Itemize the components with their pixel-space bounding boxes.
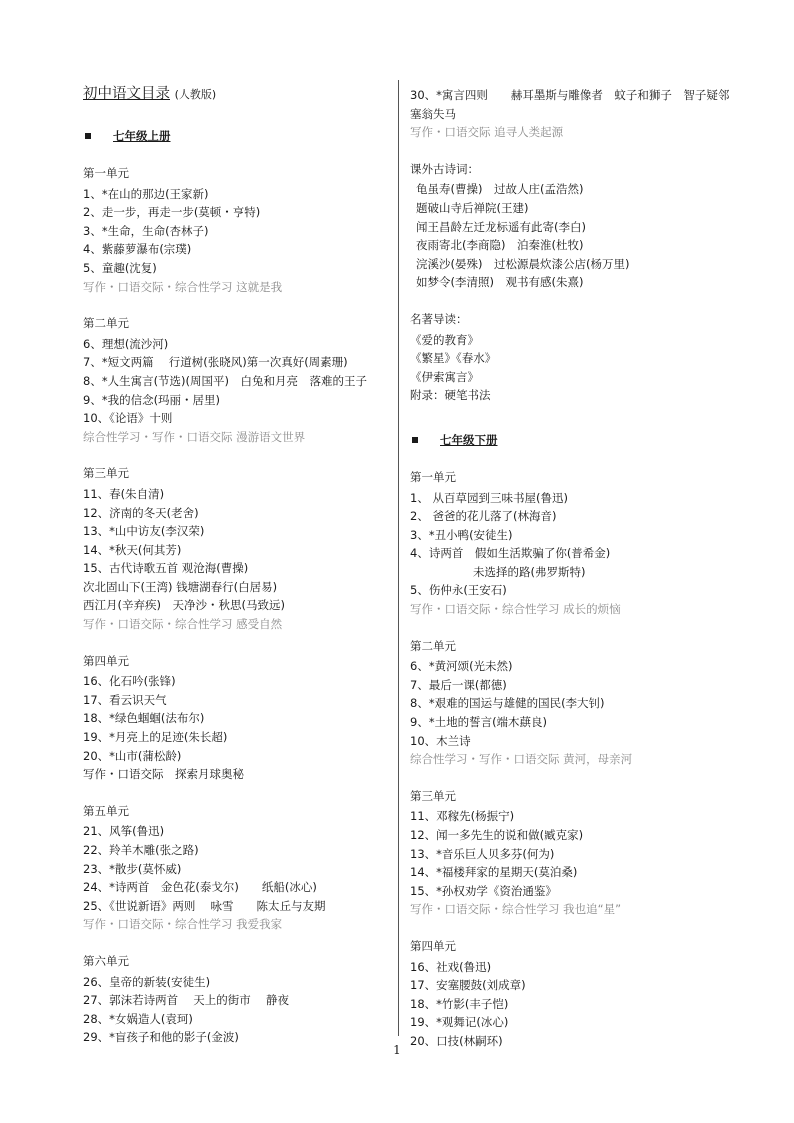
lesson-item: 24、*诗两首 金色花(泰戈尔) 纸船(冰心): [83, 880, 317, 895]
lesson-item: 29、*盲孩子和他的影子(金波): [83, 1030, 239, 1045]
unit-section: 第六单元 26、皇帝的新装(安徒生) 27、郭沫若诗两首 天上的街市 静夜 28、*女娲造人(袁珂) 29、*盲孩子和他的影子(金波): [83, 952, 388, 1047]
lesson-item: 17、安塞腰鼓(刘成章): [410, 978, 526, 993]
lesson-item: 20、*山市(蒲松龄): [83, 748, 182, 763]
unit-section: 第五单元 21、风筝(鲁迅) 22、羚羊木雕(张之路) 23、*散步(莫怀威) 24、*诗两首 金色花(泰戈尔) 纸船(冰心) 25、《世说新语》两则 咏雪 陈太丘与友期 写作・口语交际・综合性学习 我爱我家: [83, 802, 388, 934]
unit-activity: 综合性学习・写作・口语交际 黄河，母亲河: [410, 752, 633, 767]
lesson-item: 5、童趣(沈复): [83, 260, 157, 275]
lesson-item: 18、*竹影(丰子恺): [410, 996, 509, 1011]
lesson-item: 10、《论语》十则: [83, 411, 173, 426]
poem-item: 题破山寺后禅院(王建): [416, 200, 529, 215]
lesson-item: 6、*黄河颂(光未然): [410, 659, 513, 674]
unit-section: 第四单元 16、化石吟(张锋) 17、看云识天气 18、*绿色蝈蝈(法布尔) 19、*月亮上的足迹(朱长超) 20、*山市(蒲松龄) 写作・口语交际 探索月球奥秘: [83, 652, 388, 784]
lesson-item: 23、*散步(莫怀威): [83, 861, 182, 876]
lesson-item: 10、木兰诗: [410, 733, 471, 748]
unit-section: 第三单元 11、邓稼先(杨振宁) 12、闻一多先生的说和做(臧克家) 13、*音乐巨人贝多芬(何为) 14、*福楼拜家的星期天(莫泊桑) 15、*孙权劝学《资治通鉴》 写作・口语交际・综合性学习 我也追“星”: [410, 787, 730, 919]
lesson-item: 4、诗两首 假如生活欺骗了你(普希金): [410, 546, 611, 561]
lesson-item: 1、*在山的那边(王家新): [83, 186, 209, 201]
lesson-item: 16、化石吟(张锋): [83, 674, 176, 689]
grade-heading-7b: 七年级下册: [410, 431, 730, 449]
lesson-item: 26、皇帝的新装(安徒生): [83, 974, 211, 989]
lesson-item: 8、*人生寓言(节选)(周国平) 白兔和月亮 落难的王子: [83, 373, 368, 388]
poem-item: 闻王昌龄左迁龙标遥有此寄(李白): [416, 219, 586, 234]
lesson-item: 2、 爸爸的花儿落了(林海音): [410, 509, 557, 524]
unit-activity: 写作・口语交际・综合性学习 成长的烦恼: [410, 602, 621, 617]
lesson-item: 12、济南的冬天(老舍): [83, 505, 199, 520]
unit-section: 第一单元 1、 从百草园到三味书屋(鲁迅) 2、 爸爸的花儿落了(林海音) 3、*丑小鸭(安徒生) 4、诗两首 假如生活欺骗了你(普希金) 未选择的路(弗罗斯特) 5、伤仲永(王安石) 写作・口语交际・综合性学习 成长的烦恼: [410, 468, 730, 619]
lesson-item: 11、春(朱自清): [83, 486, 165, 501]
lesson-item: 13、*音乐巨人贝多芬(何为): [410, 846, 555, 861]
lesson-item: 30、*寓言四则 赫耳墨斯与雕像者 蚊子和狮子 智子疑邻 塞翁失马: [410, 88, 741, 121]
lesson-item: 19、*月亮上的足迹(朱长超): [83, 730, 228, 745]
lesson-item: 7、最后一课(都德): [410, 677, 507, 692]
unit-activity: 写作・口语交际・综合性学习 我也追“星”: [410, 902, 622, 917]
lesson-item: 7、*短文两篇 行道树(张晓风)第一次真好(周素珊): [83, 355, 348, 370]
lesson-item: 12、闻一多先生的说和做(臧克家): [410, 828, 584, 842]
lesson-item: 3、*生命，生命(杏林子): [83, 223, 209, 238]
lesson-item: 西江月(辛弃疾) 天净沙・秋思(马致远): [83, 598, 285, 613]
lesson-item: 21、风筝(鲁迅): [83, 824, 165, 839]
unit-section: 第二单元 6、*黄河颂(光未然) 7、最后一课(都德) 8、*艰难的国运与雄健的国民(李大钊) 9、*土地的誓言(端木蕻良) 10、木兰诗 综合性学习・写作・口语交际 黄河，母亲河: [410, 637, 730, 769]
unit-activity: 写作・口语交际 追寻人类起源: [410, 125, 564, 140]
poem-item: 如梦令(李清照) 观书有感(朱熹): [416, 275, 584, 290]
page-number: 1: [393, 1043, 401, 1057]
square-bullet-icon: [85, 133, 91, 139]
poem-item: 夜雨寄北(李商隐) 泊秦淮(杜牧): [416, 238, 584, 253]
lesson-item: 25、《世说新语》两则 咏雪 陈太丘与友期: [83, 898, 326, 913]
lesson-item: 16、社戏(鲁迅): [410, 959, 492, 974]
lesson-item: 次北固山下(王湾) 钱塘湖春行(白居易): [83, 579, 278, 594]
unit-activity: 写作・口语交际・综合性学习 我爱我家: [83, 917, 283, 932]
lesson-item: 19、*观舞记(冰心): [410, 1015, 509, 1030]
classic-item: 《爱的教育》: [410, 332, 479, 347]
poems-section: 课外古诗词： 龟虽寿(曹操) 过故人庄(孟浩然) 题破山寺后禅院(王建) 闻王昌龄左迁龙标遥有此寄(李白) 夜雨寄北(李商隐) 泊秦淮(杜牧) 浣溪沙(晏殊) 过松源晨炊漆公店(杨万里) 如梦令(李清照) 观书有感(朱熹): [410, 160, 730, 292]
document-title: [83, 84, 388, 105]
right-column: [410, 86, 741, 1069]
lesson-item: 20、口技(林嗣环): [410, 1033, 503, 1048]
lesson-item: 14、*秋天(何其芳): [83, 542, 182, 557]
unit-section: 第三单元 11、春(朱自清) 12、济南的冬天(老舍) 13、*山中访友(李汉荣) 14、*秋天(何其芳) 15、古代诗歌五首 观沧海(曹操) 次北固山下(王湾) 钱塘湖春行(白居易) 西江月(辛弃疾) 天净沙・秋思(马致远) 写作・口语交际・综合性学习 感受自然: [83, 464, 388, 633]
left-column: [83, 84, 388, 1065]
lesson-item: 13、*山中访友(李汉荣): [83, 524, 205, 539]
lesson-item: 15、*孙权劝学《资治通鉴》: [410, 883, 557, 898]
lesson-item: 15、古代诗歌五首 观沧海(曹操): [83, 561, 249, 576]
lesson-item: 14、*福楼拜家的星期天(莫泊桑): [410, 865, 578, 880]
title-edition: (人教版): [174, 88, 217, 101]
appendix-item: 附录：硬笔书法: [410, 388, 491, 403]
unit-activity: 写作・口语交际・综合性学习 感受自然: [83, 617, 283, 632]
lesson-item: 27、郭沫若诗两首 天上的街市 静夜: [83, 993, 289, 1008]
lesson-item: 9、*我的信念(玛丽・居里): [83, 392, 221, 407]
lesson-item: 17、看云识天气: [83, 692, 167, 707]
lesson-item: 未选择的路(弗罗斯特): [473, 564, 586, 579]
unit-activity: 写作・口语交际 探索月球奥秘: [83, 767, 244, 782]
classic-item: 《繁星》《春水》: [410, 351, 497, 366]
square-bullet-icon: [412, 437, 418, 443]
lesson-item: 1、 从百草园到三味书屋(鲁迅): [410, 490, 568, 505]
unit-section: 第四单元 16、社戏(鲁迅) 17、安塞腰鼓(刘成章) 18、*竹影(丰子恺) 19、*观舞记(冰心) 20、口技(林嗣环): [410, 937, 730, 1051]
lesson-item: 28、*女娲造人(袁珂): [83, 1011, 193, 1026]
poem-item: 龟虽寿(曹操) 过故人庄(孟浩然): [416, 182, 584, 197]
grade-heading-7a: 七年级上册: [83, 127, 388, 145]
lesson-item: 18、*绿色蝈蝈(法布尔): [83, 711, 205, 726]
lesson-item: 3、*丑小鸭(安徒生): [410, 527, 513, 542]
unit-section: 第一单元 1、*在山的那边(王家新) 2、走一步，再走一步(莫顿・亨特) 3、*生命，生命(杏林子) 4、紫藤萝瀑布(宗璞) 5、童趣(沈复) 写作・口语交际・综合性学习 这就是我: [83, 164, 388, 296]
lesson-item: 22、羚羊木雕(张之路): [83, 843, 199, 857]
lesson-item: 4、紫藤萝瀑布(宗璞): [83, 242, 192, 257]
unit-section: 第二单元 6、理想(流沙河) 7、*短文两篇 行道树(张晓风)第一次真好(周素珊) 8、*人生寓言(节选)(周国平) 白兔和月亮 落难的王子 9、*我的信念(玛丽・居里) 10、《论语》十则 综合性学习・写作・口语交际 漫游语文世界: [83, 314, 388, 446]
lesson-item: 11、邓稼先(杨振宁): [410, 809, 515, 824]
classic-item: 《伊索寓言》: [410, 369, 479, 384]
lesson-item: 8、*艰难的国运与雄健的国民(李大钊): [410, 696, 605, 711]
column-divider: [398, 80, 399, 1036]
unit-activity: 综合性学习・写作・口语交际 漫游语文世界: [83, 429, 306, 444]
classics-section: 名著导读： 《爱的教育》 《繁星》《春水》 《伊索寓言》 附录：硬笔书法: [410, 310, 730, 405]
lesson-item: 5、伤仲永(王安石): [410, 583, 507, 598]
title-main: 初中语文目录: [83, 86, 170, 102]
lesson-item: 2、走一步，再走一步(莫顿・亨特): [83, 205, 261, 220]
lesson-item: 6、理想(流沙河): [83, 336, 169, 351]
unit-activity: 写作・口语交际・综合性学习 这就是我: [83, 279, 283, 294]
poem-item: 浣溪沙(晏殊) 过松源晨炊漆公店(杨万里): [416, 256, 630, 271]
continued-section: [410, 86, 741, 142]
lesson-item: 9、*土地的誓言(端木蕻良): [410, 715, 548, 730]
